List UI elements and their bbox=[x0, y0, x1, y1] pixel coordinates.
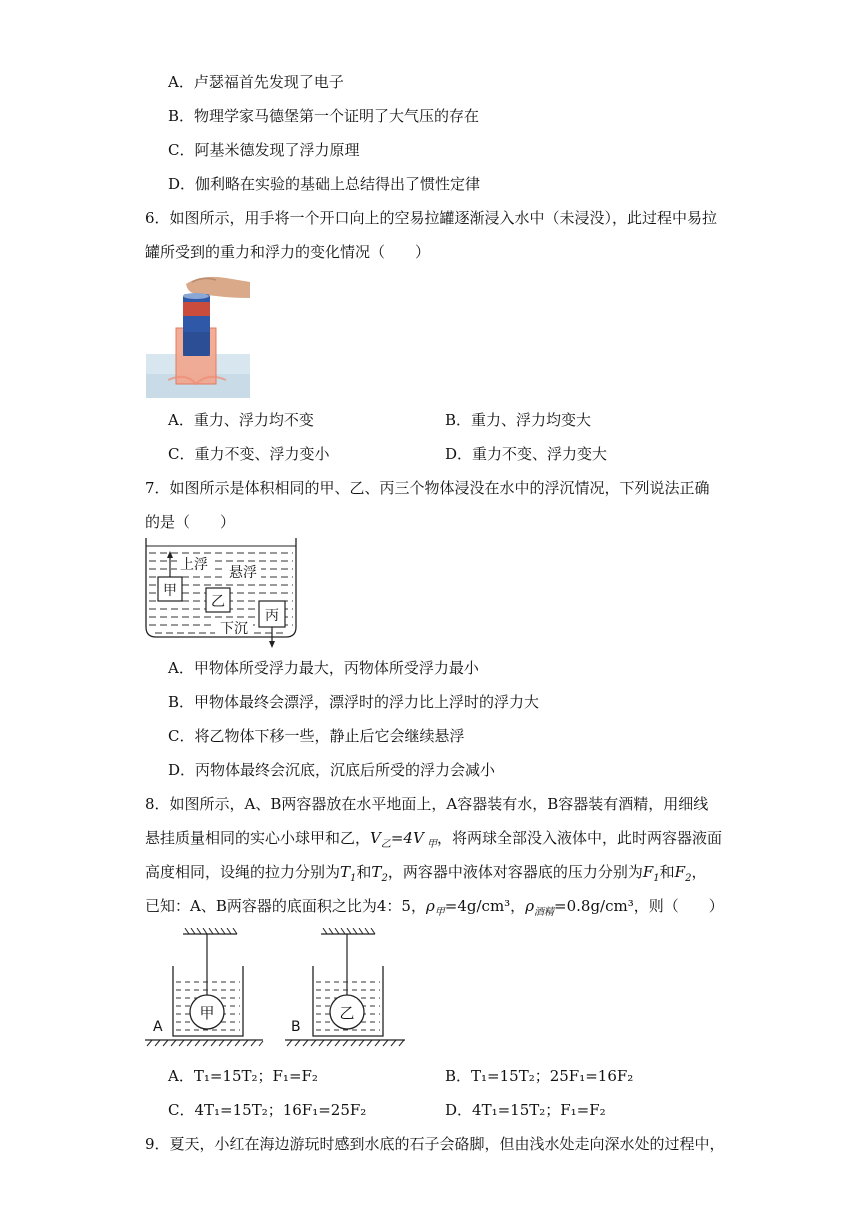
q8-containers-diagram bbox=[145, 928, 407, 1052]
q7-label-up: 上浮 bbox=[180, 557, 208, 573]
q5-option-d: D．伽利略在实验的基础上总结得出了惯性定律 bbox=[168, 175, 481, 193]
q8-label-a: A bbox=[153, 1019, 163, 1035]
q7-label-suspend: 悬浮 bbox=[229, 565, 257, 581]
q8-stem-line2 bbox=[145, 828, 722, 848]
q7-stem-line2: 的是（ ） bbox=[145, 513, 236, 531]
q5-option-c: C．阿基米德发现了浮力原理 bbox=[168, 141, 360, 159]
q7-stem-line1: 7．如图所示是体积相同的甲、乙、丙三个物体浸没在水中的浮沉情况，下列说法正确 bbox=[145, 479, 710, 497]
q8-stem-line4-c: =0.8g/cm³，则（ ） bbox=[554, 897, 724, 915]
q6-option-c: C．重力不变、浮力变小 bbox=[168, 445, 330, 463]
container-b bbox=[285, 928, 405, 1046]
q8-option-d: D．4T₁=15T₂；F₁=F₂ bbox=[445, 1101, 606, 1119]
q8-volume-relation: $V_乙=4V$ $_甲$ bbox=[370, 829, 437, 850]
q6-stem-line1: 6．如图所示，用手将一个开口向上的空易拉罐逐渐浸入水中（未浸没），此过程中易拉 bbox=[145, 209, 718, 227]
q5-option-b: B．物理学家马德堡第一个证明了大气压的存在 bbox=[168, 107, 480, 125]
q6-option-b: B．重力、浮力均变大 bbox=[445, 411, 592, 429]
q8-stem-line2-a: 悬挂质量相同的实心小球甲和乙， bbox=[145, 829, 371, 847]
q8-option-b: B．T₁=15T₂；25F₁=16F₂ bbox=[445, 1067, 634, 1085]
container-a bbox=[145, 928, 263, 1046]
q8-ball-jia-label: 甲 bbox=[199, 1004, 215, 1022]
q8-stem-line2-b: ，将两球全部没入液体中，此时两容器液面 bbox=[437, 829, 723, 847]
q8-option-c: C．4T₁=15T₂；16F₁=25F₂ bbox=[168, 1101, 367, 1119]
q8-stem-line4-b: =4g/cm³， bbox=[444, 897, 526, 915]
q8-stem-line3-c: ，两容器中液体对容器底的压力分别为 bbox=[387, 863, 643, 881]
q8-stem-line3-a: 高度相同，设绳的拉力分别为 bbox=[145, 863, 341, 881]
q9-stem-line1: 9．夏天，小红在海边游玩时感到水底的石子会硌脚，但由浅水处走向深水处的过程中， bbox=[145, 1135, 725, 1153]
q8-stem-line3-b: 和 bbox=[356, 863, 372, 881]
q6-option-d: D．重力不变、浮力变大 bbox=[445, 445, 608, 463]
q7-label-sink: 下沉 bbox=[220, 621, 248, 637]
q7-option-b: B．甲物体最终会漂浮，漂浮时的浮力比上浮时的浮力大 bbox=[168, 693, 540, 711]
q8-stem-line4: 已知：A、B两容器的底面积之比为4：5，$\rho_甲=4g$/cm³，$\rho_{酒精}=0.8g$/cm³，则（ ） bbox=[145, 897, 724, 918]
q7-label-yi: 乙 bbox=[211, 594, 225, 610]
q8-stem-line1: 8．如图所示，A、B两容器放在水平地面上，A容器装有水，B容器装有酒精，用细线 bbox=[145, 795, 709, 813]
q8-stem-line3-d: 和 bbox=[659, 863, 675, 881]
q8-ball-yi-label: 乙 bbox=[339, 1004, 355, 1022]
q8-stem-line4-a: 已知：A、B两容器的底面积之比为4：5， bbox=[145, 897, 426, 915]
q7-option-c: C．将乙物体下移一些，静止后它会继续悬浮 bbox=[168, 727, 465, 745]
q6-option-a: A．重力、浮力均不变 bbox=[168, 411, 314, 429]
q6-stem-line2: 罐所受到的重力和浮力的变化情况（ ） bbox=[145, 243, 431, 261]
q7-option-d: D．丙物体最终会沉底，沉底后所受的浮力会减小 bbox=[168, 761, 496, 779]
q7-option-a: A．甲物体所受浮力最大，丙物体所受浮力最小 bbox=[168, 659, 479, 677]
q5-option-a: A．卢瑟福首先发现了电子 bbox=[168, 73, 344, 91]
q8-stem-line3: 高度相同，设绳的拉力分别为$T_1$和$T_2$，两容器中液体对容器底的压力分别为$F_1$和$F_2$， bbox=[145, 863, 707, 884]
q7-label-bing: 丙 bbox=[265, 608, 279, 624]
q7-float-sink-diagram bbox=[145, 537, 297, 649]
q8-label-b: B bbox=[291, 1019, 301, 1035]
q6-photo-can-in-water bbox=[146, 272, 250, 398]
q7-label-jia: 甲 bbox=[163, 583, 177, 599]
q8-option-a: A．T₁=15T₂；F₁=F₂ bbox=[168, 1067, 318, 1085]
